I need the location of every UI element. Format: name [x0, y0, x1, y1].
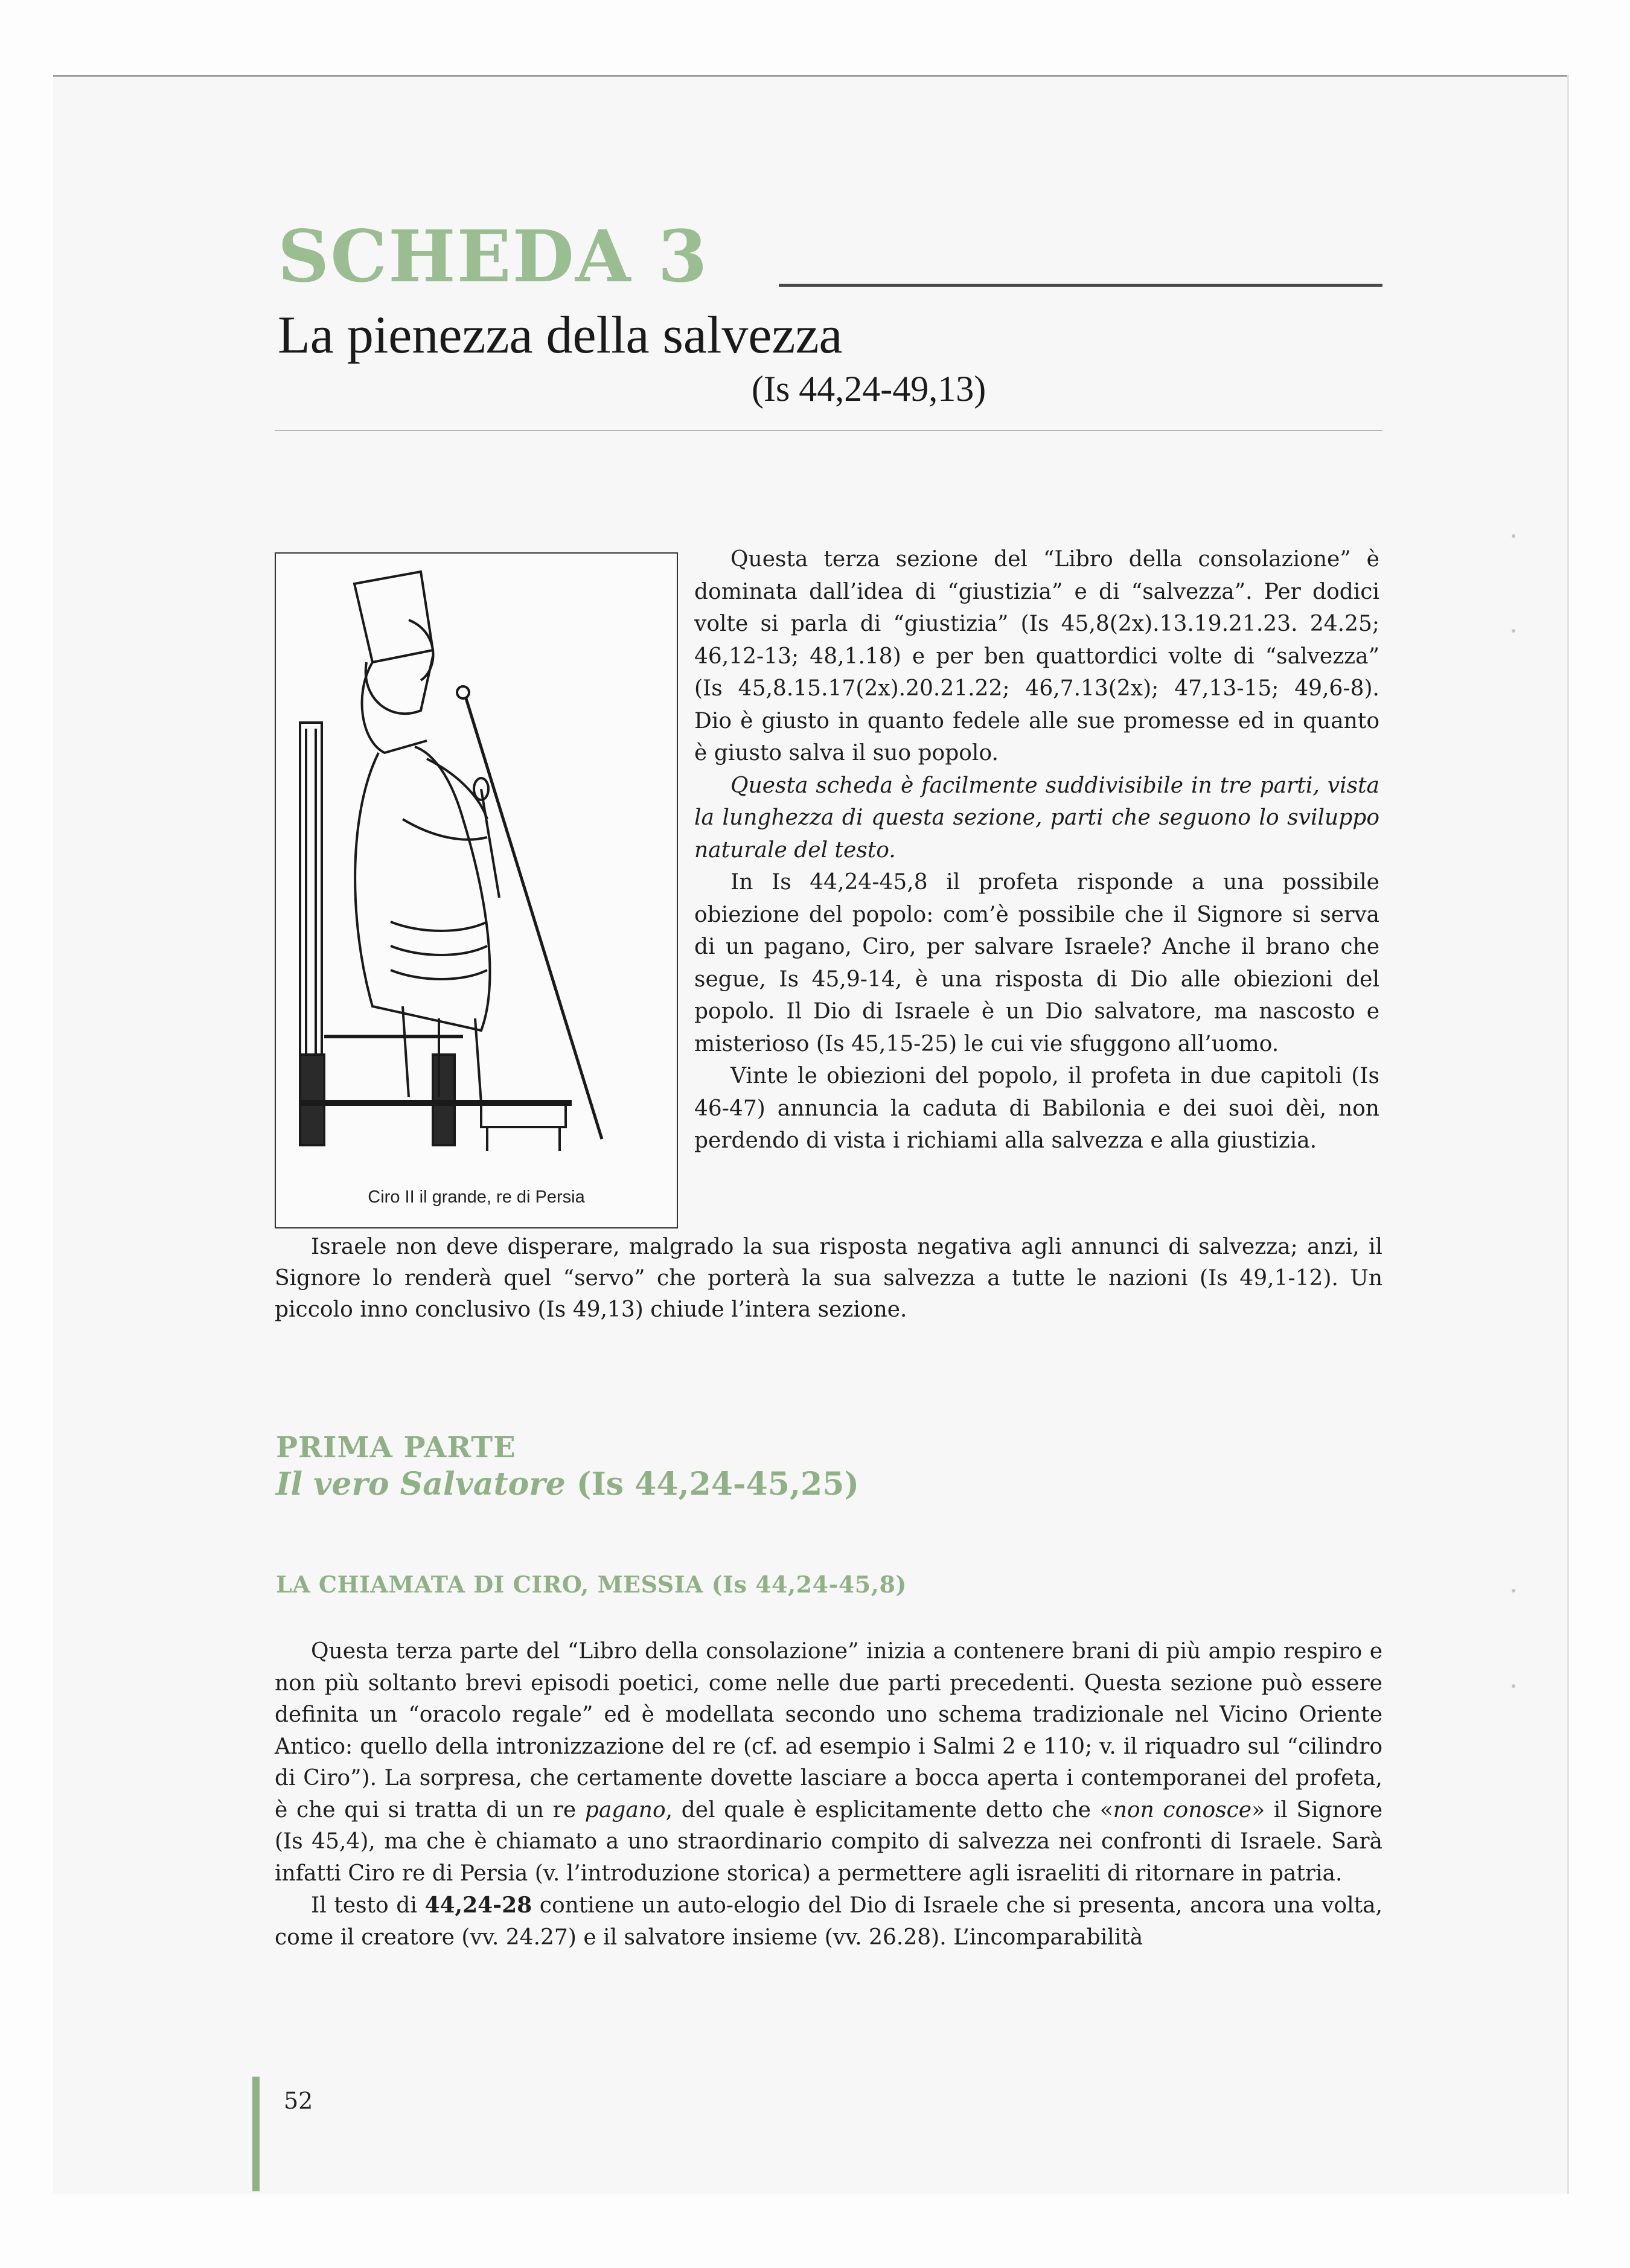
body-text-run: Questa terza parte del “Libro della consolazione” inizia a contenere brani di più ampio respiro e non più soltanto brevi episodi poetici, come nelle due parti precedenti. Questa sezione può essere definita un “oracolo regale” ed è modellata secondo uno schema tradizionale nel Vicino Oriente Antico: quello della intronizzazione del re (cf. ad esempio i Salmi 2 e 110; v. il riquadro sul “cilindro di Ciro”). La sorpresa, che certamente dovette lasciare a bocca aperta i contemporanei del profeta, è che qui si tratta di un re: [275, 1639, 1382, 1822]
intro-paragraph: Vinte le obiezioni del popolo, il profeta in due capitoli (Is 46-47) annuncia la caduta di Babilonia e dei suoi dèi, non perdendo di vista i richiami alla salvezza e alla giustizia.: [694, 1064, 1379, 1153]
scheda-rule: [779, 284, 1382, 287]
part-title-text: Il vero Salvatore: [276, 1466, 566, 1503]
figure-frame: [275, 552, 678, 1228]
section-heading-text: LA CHIAMATA DI CIRO, MESSIA: [276, 1571, 703, 1598]
body-italic-run: pagano: [584, 1797, 666, 1822]
intro-text: [694, 543, 1379, 1157]
body-bold-ref: 44,24-28: [424, 1893, 532, 1918]
page-number-bar: [252, 2077, 260, 2191]
part-label: PRIMA PARTE: [276, 1431, 516, 1465]
figure-caption: Ciro II il grande, re di Persia: [368, 1187, 585, 1207]
intro-paragraph: In Is 44,24-45,8 il profeta risponde a una possibile obiezione del popolo: com’è possibile che il Signore si serva di un pagano, Ciro, per salvare Israele? Anche il brano che segue, Is 45,9-14, è una risposta di Dio alle obiezioni del popolo. Il Dio di Israele è un Dio salvatore, ma nascosto e misterioso (Is 45,15-25) le cui vie sfuggono all’uomo.: [694, 870, 1379, 1056]
top-border: [53, 75, 1568, 77]
section-heading: [276, 1571, 907, 1598]
intro-paragraph: Questa terza sezione del “Libro della consolazione” è dominata dall’idea di “giustizia” e di “salvezza”. Per dodici volte si parla di “giustizia” (Is 45,8(2x).13.19.21.23. 24.25; 46,12-13; 48,1.18) e per ben quattordici volte di “salvezza” (Is 45,8.15.17(2x).20.21.22; 46,7.13(2x); 47,13-15; 49,6-8). Dio è giusto in quanto fedele alle sue promesse ed in quanto è giusto salva il suo popolo.: [694, 547, 1379, 765]
body-paragraph: [275, 1636, 1382, 1889]
page-number: 52: [284, 2088, 313, 2114]
cyrus-throne-illustration-icon: [282, 560, 673, 1175]
body-text-run: » il Signore (Is 45,4), ma che è chiamato a uno straordinario compito di salvezza nei confronti di Israele. Sarà infatti Ciro re di Persia (v. l’introduzione storica) a permettere agli israeliti di ritornare in patria.: [275, 1797, 1383, 1886]
body-text: [275, 1636, 1382, 1953]
right-edge: [1567, 75, 1569, 2194]
body-text-run: Il testo di: [311, 1893, 425, 1918]
scheda-label: SCHEDA 3: [278, 214, 709, 298]
scan-mark: [1512, 1684, 1515, 1688]
part-reference: (Is 44,24-45,25): [576, 1466, 860, 1503]
body-paragraph: [275, 1889, 1382, 1953]
intro-paragraph-italic: Questa scheda è facilmente suddivisibile in tre parti, vista la lunghezza di questa sezione, parti che seguono lo sviluppo naturale del testo.: [694, 773, 1379, 863]
body-italic-run: non conosce: [1113, 1797, 1252, 1822]
scan-mark: [1512, 1589, 1515, 1592]
scan-mark: [1512, 629, 1515, 633]
page-reference: (Is 44,24-49,13): [752, 369, 986, 409]
section-heading-ref: (Is 44,24-45,8): [711, 1571, 907, 1598]
intro-paragraph-full: Israele non deve disperare, malgrado la sua risposta negativa agli annunci di salvezza; anzi, il Signore lo renderà quel “servo” che porterà la sua salvezza a tutte le nazioni (Is 49,1-12). Un piccolo inno conclusivo (Is 49,13) chiude l’intera sezione.: [275, 1235, 1382, 1322]
body-text-run: , del quale è esplicitamente detto che «: [665, 1797, 1113, 1822]
part-title: [276, 1466, 859, 1503]
page-title: La pienezza della salvezza: [278, 306, 843, 365]
body-text-run: contiene un auto-elogio del Dio di Israele che si presenta, ancora una volta, come il creatore (vv. 24.27) e il salvatore insieme (vv. 26.28). L’incomparabilità: [275, 1893, 1383, 1950]
header-divider: [275, 430, 1382, 431]
scan-mark: [1512, 534, 1515, 538]
